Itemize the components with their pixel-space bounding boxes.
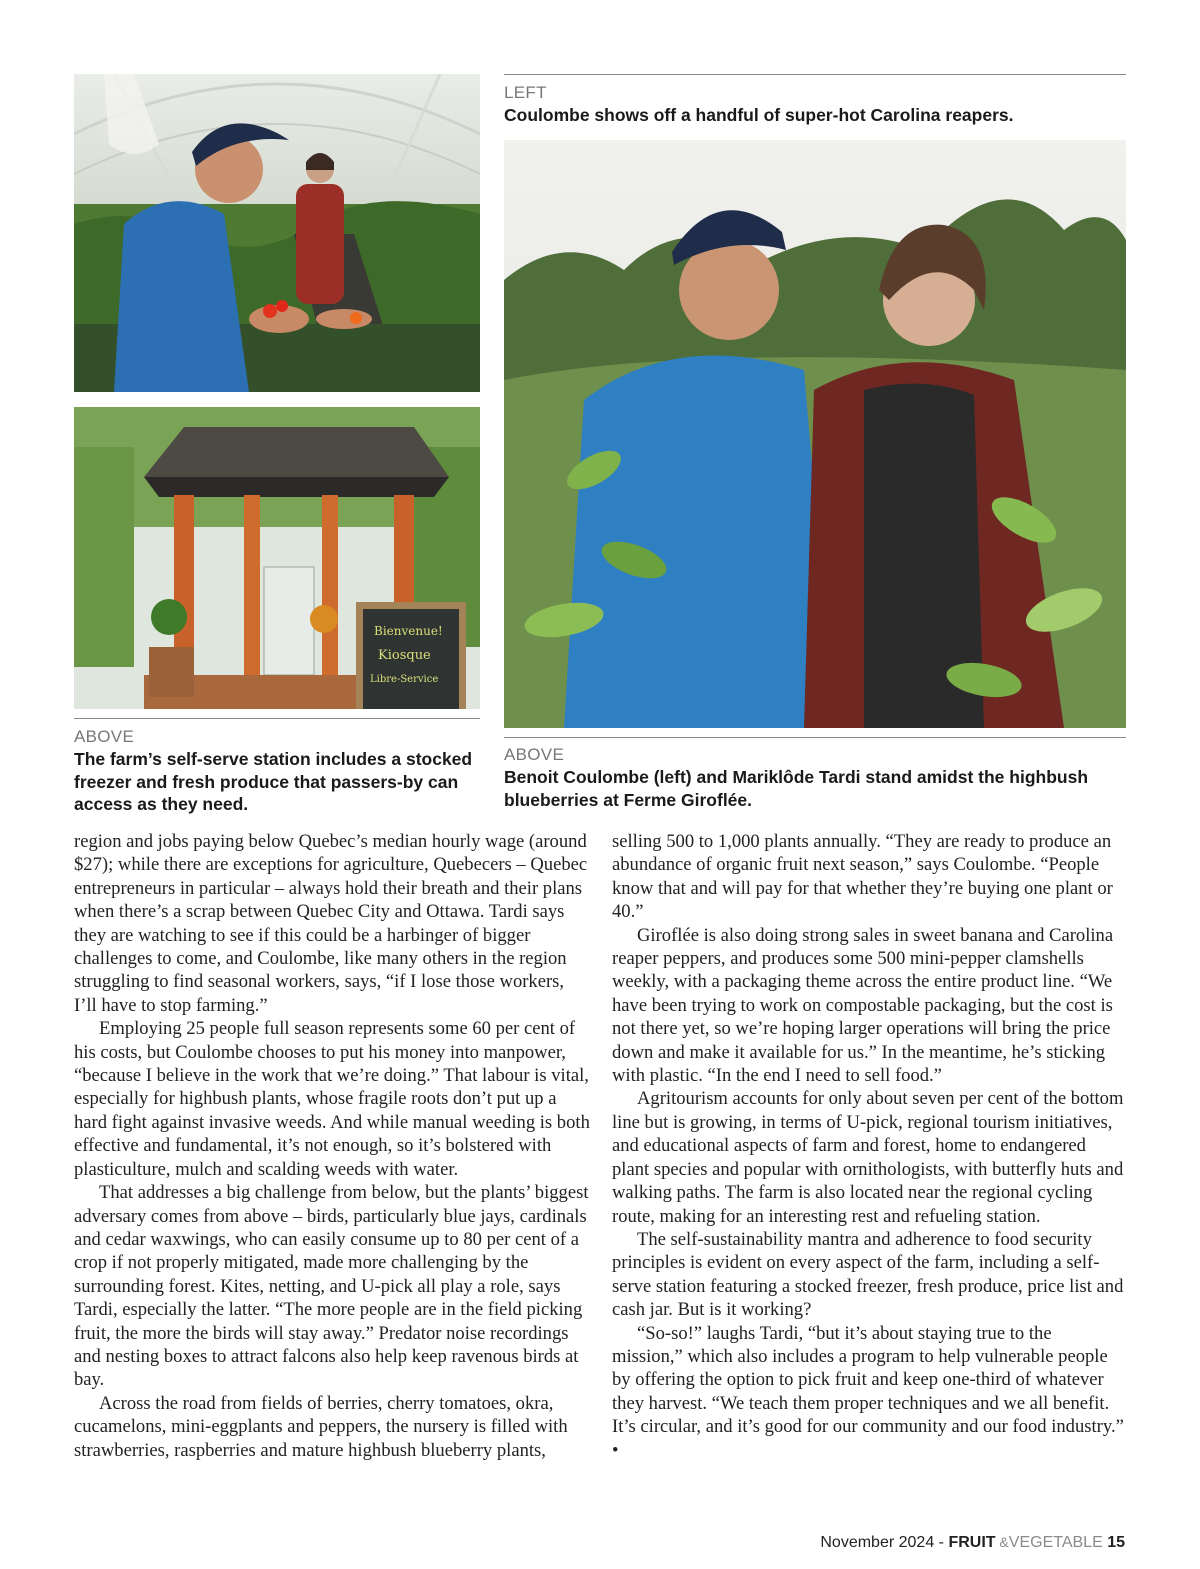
article-column-2	[612, 830, 1126, 1462]
magazine-name-amp: &	[995, 1534, 1009, 1550]
caption-rule	[504, 74, 1126, 75]
article-paragraph: “So-so!” laughs Tardi, “but it’s about staying true to the mission,” which also includes a program to help vulnerable people by offering the option to pick fruit and keep one-third of whatever they harvest. “We teach them proper techniques and we all benefit. It’s circular, and it’s good for our community and our food industry.” •	[612, 1322, 1124, 1461]
caption-kicker: LEFT	[504, 83, 547, 102]
caption-text: Coulombe shows off a handful of super-hot Carolina reapers.	[504, 105, 1014, 125]
sign-line-2: Kiosque	[378, 648, 431, 663]
magazine-name-fruit: FRUIT	[948, 1534, 996, 1551]
caption-kicker: ABOVE	[74, 727, 135, 746]
article-paragraph: That addresses a big challenge from below, but the plants’ biggest adversary comes from above – birds, particularly blue jays, cardinals and cedar waxwings, who can easily consume up to 80 per cent of a crop if not properly mitigated, made more challenging by the surrounding forest. Kites, netting, and U-pick all play a role, says Tardi, especially the latter. “The more people are in the field picking fruit, the more the birds will stay away.” Predator noise recordings and nesting boxes to attract falcons also help keep ravenous birds at bay.	[74, 1182, 589, 1391]
article-paragraph: Giroflée is also doing strong sales in sweet banana and Carolina reaper peppers, and produces some 500 mini-pepper clamshells weekly, with a packaging theme across the entire product line. “We have been trying to work on compostable packaging, but the cost is not there yet, so we’re hoping larger operations will bring the price down and make it available for us.” In the meantime, he’s sticking with plastic. “In the end I need to sell food.”	[612, 924, 1114, 1087]
greenhouse-photo	[74, 74, 480, 392]
article-column-1	[74, 830, 590, 1462]
article-paragraph: The self-sustainability mantra and adherence to food security principles is evident on every aspect of the farm, including a self-serve station featuring a stocked freezer, fresh produce, price list and cash jar. But is it working?	[612, 1228, 1124, 1321]
page-folio	[820, 1534, 1125, 1552]
article-paragraph: Employing 25 people full season represents some 60 per cent of his costs, but Coulombe chooses to put his money into manpower, “because I believe in the work that we’re doing.” That labour is vital, especially for highbush plants, whose fragile roots don’t put up a hard fight against invasive weeds. And while manual weeding is both effective and fundamental, it’s not enough, so it’s bolstered with plasticulture, mulch and scalding weeds with water.	[74, 1018, 590, 1180]
caption-text: The farm’s self-serve station includes a stocked freezer and fresh produce that passers-by can access as they need.	[74, 749, 473, 814]
caption-rule	[74, 718, 480, 719]
caption-kicker: ABOVE	[504, 745, 565, 764]
caption-text: Benoit Coulombe (left) and Mariklôde Tardi stand amidst the highbush blueberries at Ferme Giroflée.	[504, 767, 1089, 810]
article-paragraph: region and jobs paying below Quebec’s median hourly wage (around $27); while there are exceptions for agriculture, Quebecers – Quebec entrepreneurs in particular – always hold their breath and their plans when there’s a scrap between Quebec City and Ottawa. Tardi says they are watching to see if this could be a harbinger of bigger challenges to come, and Coulombe, like many others in the region struggling to find seasonal workers, says, “if I lose those workers, I’ll have to stop farming.”	[74, 831, 588, 1016]
caption-rule	[504, 737, 1126, 738]
page-number: 15	[1107, 1534, 1125, 1551]
portrait-photo	[504, 140, 1126, 728]
sign-line-3: Libre-Service	[370, 674, 439, 685]
magazine-name-vegetable: VEGETABLE	[1008, 1534, 1103, 1551]
article-paragraph: Across the road from fields of berries, cherry tomatoes, okra, cucamelons, mini-eggplants and peppers, the nursery is filled with strawberries, raspberries and mature highbush blueberry plants,	[74, 1392, 568, 1461]
sign-line-1: Bienvenue!	[374, 624, 443, 638]
folio-date: November 2024 -	[820, 1534, 949, 1551]
kiosk-photo	[74, 407, 480, 709]
article-paragraph: selling 500 to 1,000 plants annually. “They are ready to produce an abundance of organic fruit next season,” says Coulombe. “People know that and will pay for that whether they’re buying one plant or 40.”	[612, 831, 1113, 923]
article-paragraph: Agritourism accounts for only about seven per cent of the bottom line but is growing, in terms of U-pick, regional tourism initiatives, and educational aspects of farm and forest, home to endangered plant species and popular with ornithologists, with butterfly huts and walking paths. The farm is also located near the regional cycling route, making for an interesting rest and refueling station.	[612, 1088, 1124, 1227]
